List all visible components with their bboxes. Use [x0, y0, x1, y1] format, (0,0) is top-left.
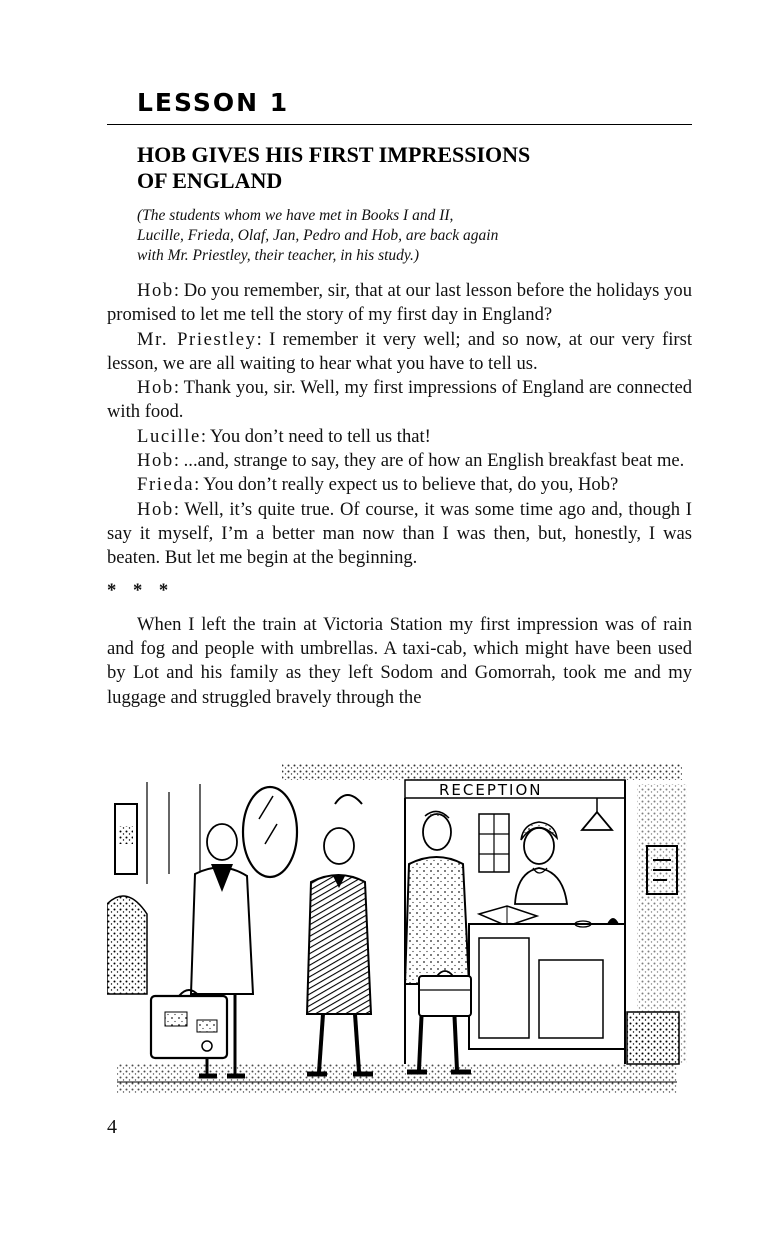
- chapter-title: [137, 142, 657, 194]
- heading-divider: [107, 124, 692, 125]
- dialogue-line: [107, 449, 692, 473]
- body-text: [107, 279, 692, 710]
- speaker-name: Hob: [137, 498, 174, 520]
- dialogue-line: [107, 473, 692, 497]
- dialogue-text: : I remember it very well; and so now, at our very first lesson, we are all waiting to hear what you have to tell us.: [107, 328, 692, 374]
- section-separator: * * *: [107, 579, 175, 601]
- dialogue-line: [107, 328, 692, 377]
- intro-line-2: Lucille, Frieda, Olaf, Jan, Pedro and Hob, are back again: [137, 227, 499, 244]
- dialogue-text: : Do you remember, sir, that at our last lesson before the holidays you promised to let me tell the story of my first day in England?: [107, 280, 692, 326]
- dialogue-text: : ...and, strange to say, they are of how an English breakfast beat me.: [173, 450, 685, 472]
- dialogue-line: [107, 279, 692, 328]
- hotel-reception-illustration: [107, 764, 691, 1100]
- page-number: 4: [107, 1116, 117, 1138]
- intro-line-3: with Mr. Priestley, their teacher, in his study.): [137, 247, 419, 264]
- dialogue-text: : Thank you, sir. Well, my first impressions of England are connected with food.: [107, 377, 692, 423]
- dialogue-text: : Well, it’s quite true. Of course, it was some time ago and, though I say it myself, I’m a better man now than I was then, but, honestly, I was beaten. But let me begin at the beginning.: [107, 498, 692, 569]
- speaker-name: Frieda: [137, 474, 195, 496]
- chapter-title-line-1: HOB GIVES HIS FIRST IMPRESSIONS: [137, 142, 531, 167]
- speaker-name: Hob: [137, 450, 174, 472]
- lesson-heading: LESSON 1: [137, 88, 290, 117]
- chapter-title-line-2: OF ENGLAND: [137, 168, 283, 193]
- speaker-name: Mr. Priestley: [137, 328, 257, 350]
- dialogue-text: : You don’t need to tell us that!: [200, 425, 431, 447]
- dialogue-line: [107, 425, 692, 449]
- dialogue-line: [107, 498, 692, 571]
- dialogue-line: [107, 376, 692, 425]
- intro-line-1: (The students whom we have met in Books I and II,: [137, 207, 454, 224]
- speaker-name: Hob: [137, 280, 174, 301]
- narrative-paragraph: When I left the train at Victoria Station my first impression was of rain and fog and people with umbrellas. A taxi-cab, which might have been used by Lot and his family as they left Sodom and Gomorrah, took me and my luggage and struggled bravely through the: [107, 613, 692, 708]
- intro-note: [137, 206, 657, 266]
- dialogue-text: : You don’t really expect us to believe that, do you, Hob?: [194, 474, 619, 496]
- reception-sign: RECEPTION: [439, 781, 543, 799]
- speaker-name: Lucille: [137, 425, 201, 447]
- speaker-name: Hob: [137, 377, 174, 399]
